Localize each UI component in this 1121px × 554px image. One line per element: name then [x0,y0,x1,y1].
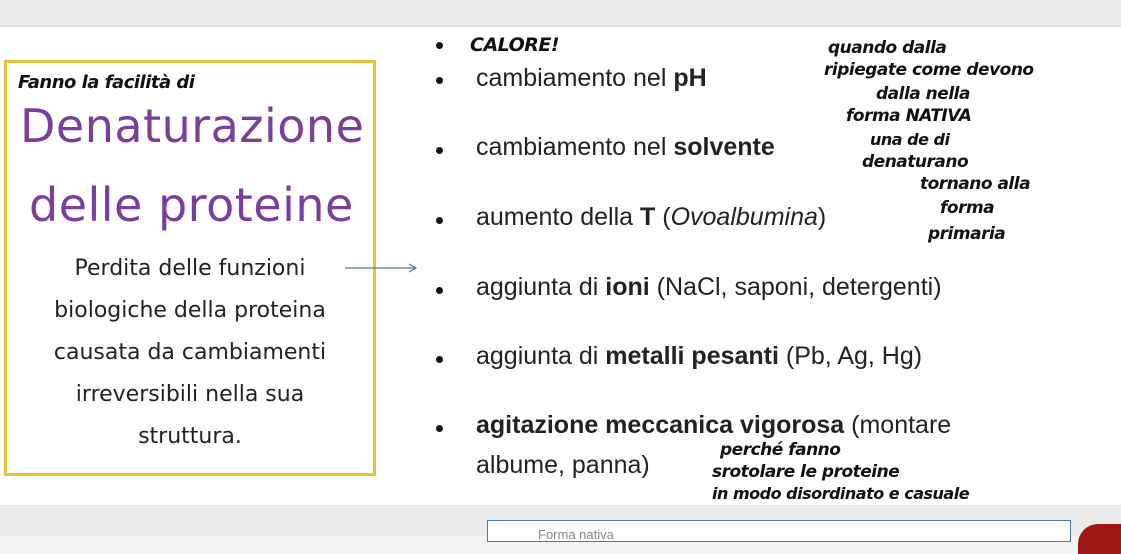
bullet [436,287,443,294]
definition-line: Perdita delle funzioni [74,256,306,281]
cause-item: cambiamento nel pH [476,64,707,92]
bullet [436,42,443,49]
handwritten-note: ripiegate come devono [824,60,1034,80]
handwritten-note: denaturano [862,152,969,172]
red-shape [1078,524,1121,554]
next-slide-preview[interactable] [487,520,1071,542]
arrow-right-icon [345,258,423,278]
page-title-line2: delle proteine [29,178,354,232]
handwritten-note: in modo disordinato e casuale [712,484,970,503]
definition-line: struttura. [138,424,242,449]
handwritten-note: dalla nella [876,84,970,104]
bullet [436,147,443,154]
cause-item-continuation: albume, panna) [476,451,650,479]
cause-item: cambiamento nel solvente [476,133,775,161]
handwritten-note: forma [940,198,995,218]
handwritten-heading: CALORE! [470,34,560,56]
definition-text [8,248,372,458]
bullet [436,425,443,432]
cause-item: aumento della T (Ovoalbumina) [476,203,827,231]
definition-line: causata da cambiamenti [53,340,327,365]
handwritten-note: forma NATIVA [846,106,972,126]
cause-item: aggiunta di ioni (NaCl, saponi, detergenti) [476,273,942,301]
definition-line: biologiche della proteina [54,298,326,323]
handwritten-note: primaria [928,224,1006,244]
cause-item: aggiunta di metalli pesanti (Pb, Ag, Hg) [476,342,923,370]
bullet [436,356,443,363]
handwritten-note: tornano alla [920,174,1031,194]
handwritten-note: srotolare le proteine [712,462,900,482]
definition-line: irreversibili nella sua [75,382,305,407]
preview-label: Forma nativa [538,527,614,542]
cause-item: agitazione meccanica vigorosa (montare [476,411,952,439]
page-title-line1: Denaturazione [20,99,365,153]
handwritten-note: quando dalla [828,38,947,58]
handwritten-note: una de di [870,130,950,149]
bullet [436,77,443,84]
handwritten-margin-note: Fanno la facilità di [18,72,195,93]
top-bar [0,0,1121,27]
handwritten-note: perché fanno [720,440,841,460]
bullet [436,217,443,224]
